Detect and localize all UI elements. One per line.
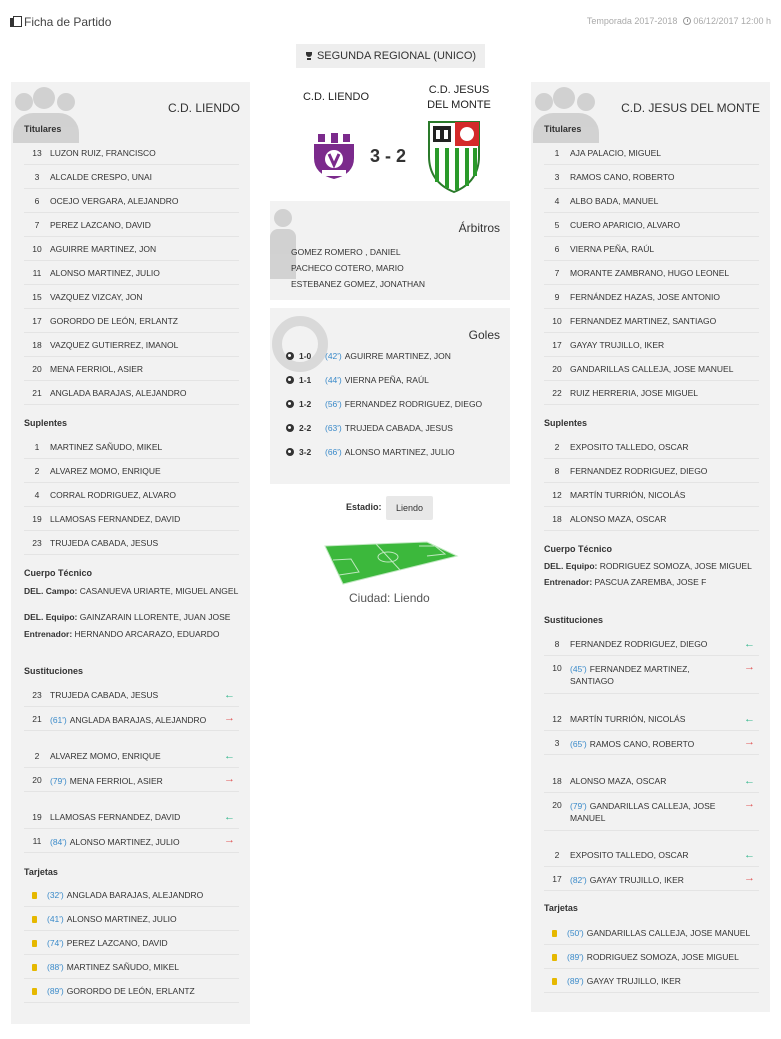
away-starters-heading: Titulares: [544, 124, 582, 134]
substitution-in-row: [544, 633, 759, 656]
player-name: FERNANDEZ RODRIGUEZ, DIEGO: [570, 466, 708, 476]
player-number: 20: [552, 364, 562, 374]
player-name: EXPOSITO TALLEDO, OSCAR: [570, 442, 689, 452]
home-team-name: C.D. LIENDO: [167, 101, 240, 115]
player-row: [24, 142, 239, 165]
player-name: ALONSO MARTINEZ, JULIO: [344, 447, 455, 457]
substitution-out-row: [544, 657, 759, 694]
minute-label: (89'): [47, 986, 64, 996]
player-number: 6: [554, 244, 560, 254]
player-number: 4: [554, 196, 560, 206]
home-starters-heading: Titulares: [24, 124, 62, 134]
competition-name: SEGUNDA REGIONAL (UNICO): [316, 50, 477, 62]
player-number: 4: [34, 490, 40, 500]
player-row: [544, 262, 759, 285]
player-name: LLAMOSAS FERNANDEZ, DAVID: [50, 514, 181, 524]
home-team-title: C.D. LIENDO: [302, 91, 369, 103]
minute-label: (74'): [47, 938, 64, 948]
yellow-card-icon: [552, 978, 557, 985]
card-row: [544, 970, 759, 993]
goal-score: 1-2: [299, 399, 312, 409]
entrenador-value: PASCUA ZAREMBA, JOSE F: [594, 577, 707, 587]
player-number: 13: [32, 148, 42, 158]
player-name: ALONSO MAZA, OSCAR: [570, 776, 667, 786]
goal-score: 1-1: [299, 375, 312, 385]
goal-row: [286, 349, 451, 363]
arrow-right-icon: →: [744, 661, 755, 673]
player-row: [24, 286, 239, 309]
player-row: [24, 436, 239, 459]
trophy-icon: [305, 52, 313, 61]
arrow-right-icon: →: [224, 834, 235, 846]
arrow-right-icon: →: [224, 712, 235, 724]
del-campo-label: DEL. Campo:: [24, 586, 78, 596]
document-icon: [10, 16, 20, 28]
away-crest-logo: [425, 116, 483, 194]
ball-icon: [286, 376, 294, 384]
player-row: [24, 166, 239, 189]
card-row: [24, 932, 239, 955]
player-name: ALVAREZ MOMO, ENRIQUE: [50, 751, 161, 761]
player-row: [24, 508, 239, 531]
player-name: ALVAREZ MOMO, ENRIQUE: [50, 466, 161, 476]
player-number: 11: [32, 836, 42, 846]
player-number: 17: [552, 340, 562, 350]
player-name: GAYAY TRUJILLO, IKER: [586, 976, 681, 986]
player-number: 19: [32, 514, 42, 524]
player-name: ALONSO MARTINEZ, JULIO: [66, 914, 177, 924]
home-team-panel: [11, 82, 250, 1024]
player-name: TRUJEDA CABADA, JESUS: [50, 690, 159, 700]
player-name: ALBO BADA, MANUEL: [570, 196, 659, 206]
player-row: [24, 214, 239, 237]
player-name: AJA PALACIO, MIGUEL: [570, 148, 662, 158]
player-number: 12: [552, 490, 562, 500]
player-name: ALCALDE CRESPO, UNAI: [50, 172, 153, 182]
goal-row: [286, 373, 429, 387]
minute-label: (84'): [50, 837, 67, 847]
substitution-in-row: [24, 684, 239, 707]
minute-label: (44'): [325, 375, 342, 385]
home-substitutions-heading: Sustituciones: [24, 666, 84, 676]
player-name: VIERNA PEÑA, RAÚL: [570, 244, 655, 254]
player-row: [24, 334, 239, 357]
player-name: CUERO APARICIO, ALVARO: [570, 220, 681, 230]
player-row: [544, 334, 759, 357]
substitution-out-row: [24, 708, 239, 731]
player-name: FERNANDEZ MARTINEZ, SANTIAGO: [570, 316, 717, 326]
arrow-left-icon: ←: [744, 849, 755, 861]
ball-icon: [286, 424, 294, 432]
card-row: [24, 980, 239, 1003]
arrow-right-icon: →: [744, 736, 755, 748]
away-staff-heading: Cuerpo Técnico: [544, 544, 613, 554]
player-number: 8: [554, 639, 560, 649]
player-name: ANGLADA BARAJAS, ALEJANDRO: [50, 388, 187, 398]
entrenador-value: HERNANDO ARCARAZO, EDUARDO: [74, 629, 220, 639]
arrow-right-icon: →: [744, 872, 755, 884]
player-name: (79') GANDARILLAS CALLEJA, JOSE MANUEL: [570, 801, 716, 823]
stadium-label: Estadio:: [346, 502, 382, 512]
player-number: 2: [554, 442, 560, 452]
player-number: 7: [554, 268, 560, 278]
card-row: [544, 946, 759, 969]
player-number: 22: [552, 388, 562, 398]
match-score: 3 - 2: [370, 146, 407, 166]
player-number: 8: [554, 466, 560, 476]
player-row: [544, 142, 759, 165]
arrow-left-icon: ←: [744, 713, 755, 725]
goal-row: [286, 397, 482, 411]
player-number: 18: [552, 514, 562, 524]
arrow-left-icon: ←: [224, 811, 235, 823]
player-name: GAYAY TRUJILLO, IKER: [570, 340, 665, 350]
away-cards-heading: Tarjetas: [544, 903, 578, 913]
player-number: 5: [554, 220, 560, 230]
referee-name: ESTEBANEZ GOMEZ, JONATHAN: [291, 279, 425, 289]
player-name: MARTINEZ SAÑUDO, MIKEL: [66, 962, 179, 972]
card-row: [24, 956, 239, 979]
minute-label: (66'): [325, 447, 342, 457]
player-name: FERNÁNDEZ HAZAS, JOSE ANTONIO: [570, 292, 721, 302]
player-number: 20: [552, 800, 562, 810]
yellow-card-icon: [552, 954, 557, 961]
player-number: 18: [32, 340, 42, 350]
minute-label: (89'): [567, 976, 584, 986]
player-number: 3: [554, 738, 560, 748]
player-number: 10: [32, 244, 42, 254]
match-meta: [587, 16, 771, 26]
home-del-campo: [24, 586, 239, 596]
player-name: VAZQUEZ GUTIERREZ, IMANOL: [50, 340, 179, 350]
player-name: LUZON RUIZ, FRANCISCO: [50, 148, 156, 158]
player-row: [544, 166, 759, 189]
player-number: 18: [552, 776, 562, 786]
goal-score: 2-2: [299, 423, 312, 433]
arrow-left-icon: ←: [224, 750, 235, 762]
ball-icon: [286, 352, 294, 360]
minute-label: (65'): [570, 739, 587, 749]
away-team-title: C.D. JESUS DEL MONTE: [427, 84, 491, 111]
ball-icon: [286, 400, 294, 408]
player-row: [544, 190, 759, 213]
player-name: AGUIRRE MARTINEZ, JON: [344, 351, 451, 361]
player-name: TRUJEDA CABADA, JESUS: [344, 423, 453, 433]
player-number: 6: [34, 196, 40, 206]
substitution-out-row: [544, 868, 759, 891]
player-name: EXPOSITO TALLEDO, OSCAR: [570, 850, 689, 860]
player-number: 1: [554, 148, 560, 158]
player-row: [544, 238, 759, 261]
yellow-card-icon: [32, 916, 37, 923]
player-name: PEREZ LAZCANO, DAVID: [66, 938, 168, 948]
player-name: ALONSO MARTINEZ, JULIO: [50, 268, 160, 278]
player-name: (65') RAMOS CANO, ROBERTO: [570, 739, 695, 749]
substitution-out-row: [24, 830, 239, 853]
referees-list: [291, 244, 425, 292]
del-equipo-value: GAINZARAIN LLORENTE, JUAN JOSE: [79, 612, 231, 622]
player-row: [544, 484, 759, 507]
player-number: 1: [34, 442, 40, 452]
player-number: 17: [552, 874, 562, 884]
del-equipo-label: DEL. Equipo:: [24, 612, 78, 622]
page-title: Ficha de Partido: [24, 15, 112, 29]
away-subs-heading: Suplentes: [544, 418, 588, 428]
home-del-equipo: [24, 612, 230, 622]
city-label: Ciudad: Liendo: [349, 591, 430, 605]
player-name: LLAMOSAS FERNANDEZ, DAVID: [50, 812, 181, 822]
player-row: [544, 460, 759, 483]
player-name: MARTÍN TURRIÓN, NICOLÁS: [570, 714, 686, 724]
player-row: [24, 310, 239, 333]
player-number: 7: [34, 220, 40, 230]
stadium-name: Liendo: [386, 496, 433, 520]
substitution-in-row: [544, 844, 759, 867]
player-number: 3: [554, 172, 560, 182]
substitution-in-row: [24, 806, 239, 829]
home-entrenador: [24, 629, 220, 639]
player-name: FERNANDEZ RODRIGUEZ, DIEGO: [344, 399, 483, 409]
player-name: CORRAL RODRIGUEZ, ALVARO: [50, 490, 176, 500]
minute-label: (42'): [325, 351, 342, 361]
goal-row: [286, 445, 455, 459]
yellow-card-icon: [552, 930, 557, 937]
del-equipo-value: RODRIGUEZ SOMOZA, JOSE MIGUEL: [599, 561, 752, 571]
away-del-equipo: [544, 561, 752, 571]
player-row: [24, 262, 239, 285]
player-name: RODRIGUEZ SOMOZA, JOSE MIGUEL: [586, 952, 739, 962]
player-row: [24, 238, 239, 261]
home-staff-heading: Cuerpo Técnico: [24, 568, 93, 578]
player-number: 10: [552, 663, 562, 673]
minute-label: (79'): [50, 776, 67, 786]
player-row: [24, 358, 239, 381]
entrenador-label: Entrenador:: [544, 577, 593, 587]
minute-label: (32'): [47, 890, 64, 900]
season-label: Temporada 2017-2018: [586, 16, 678, 26]
ball-icon: [286, 448, 294, 456]
arrow-right-icon: →: [224, 773, 235, 785]
datetime-text: 06/12/2017 12:00 h: [693, 16, 771, 26]
player-number: 11: [32, 268, 42, 278]
del-equipo-label: DEL. Equipo:: [544, 561, 598, 571]
player-name: MARTINEZ SAÑUDO, MIKEL: [50, 442, 163, 452]
minute-label: (45'): [570, 664, 587, 674]
card-row: [544, 922, 759, 945]
arrow-left-icon: ←: [224, 689, 235, 701]
substitution-out-row: [544, 732, 759, 755]
player-row: [24, 532, 239, 555]
player-name: (45') FERNANDEZ MARTINEZ, SANTIAGO: [570, 664, 690, 686]
card-row: [24, 908, 239, 931]
yellow-card-icon: [32, 964, 37, 971]
yellow-card-icon: [32, 940, 37, 947]
minute-label: (82'): [570, 875, 587, 885]
player-name: AGUIRRE MARTINEZ, JON: [50, 244, 157, 254]
player-row: [24, 460, 239, 483]
player-name: MORANTE ZAMBRANO, HUGO LEONEL: [570, 268, 730, 278]
competition-badge: [296, 44, 485, 68]
player-number: 23: [32, 538, 42, 548]
referees-box: [270, 201, 510, 300]
player-number: 2: [554, 850, 560, 860]
away-team-name: C.D. JESUS DEL MONTE: [621, 101, 760, 115]
player-name: (61') ANGLADA BARAJAS, ALEJANDRO: [50, 715, 207, 725]
player-name: RAMOS CANO, ROBERTO: [570, 172, 675, 182]
player-name: GORORDO DE LEÓN, ERLANTZ: [50, 316, 178, 326]
player-number: 21: [32, 714, 42, 724]
player-row: [544, 214, 759, 237]
player-row: [544, 436, 759, 459]
goals-title: Goles: [468, 328, 500, 342]
player-number: 20: [32, 775, 42, 785]
player-name: TRUJEDA CABADA, JESUS: [50, 538, 159, 548]
yellow-card-icon: [32, 988, 37, 995]
card-row: [24, 884, 239, 907]
player-name: (82') GAYAY TRUJILLO, IKER: [570, 875, 684, 885]
match-datetime: [683, 16, 771, 26]
player-name: (84') ALONSO MARTINEZ, JULIO: [50, 837, 180, 847]
player-row: [24, 382, 239, 405]
referee-name: PACHECO COTERO, MARIO: [291, 263, 404, 273]
player-number: 21: [32, 388, 42, 398]
del-campo-value: CASANUEVA URIARTE, MIGUEL ANGEL: [79, 586, 239, 596]
arrow-left-icon: ←: [744, 638, 755, 650]
page-header: [10, 15, 111, 29]
player-number: 19: [32, 812, 42, 822]
substitution-out-row: [544, 794, 759, 831]
goal-row: [286, 421, 453, 435]
player-name: FERNANDEZ RODRIGUEZ, DIEGO: [570, 639, 708, 649]
player-number: 15: [32, 292, 42, 302]
player-row: [544, 508, 759, 531]
goals-box: [270, 308, 510, 484]
referees-title: Árbitros: [458, 221, 500, 235]
away-entrenador: [544, 577, 706, 587]
goal-score: 3-2: [299, 447, 312, 457]
player-number: 10: [552, 316, 562, 326]
substitution-in-row: [544, 708, 759, 731]
player-name: VIERNA PEÑA, RAÚL: [344, 375, 429, 385]
minute-label: (50'): [567, 928, 584, 938]
player-number: 3: [34, 172, 40, 182]
minute-label: (89'): [567, 952, 584, 962]
goal-score: 1-0: [299, 351, 312, 361]
player-number: 23: [32, 690, 42, 700]
substitution-in-row: [24, 745, 239, 768]
player-row: [24, 190, 239, 213]
player-number: 2: [34, 466, 40, 476]
player-number: 9: [554, 292, 560, 302]
referee-name: GOMEZ ROMERO , DANIEL: [291, 247, 401, 257]
entrenador-label: Entrenador:: [24, 629, 73, 639]
player-number: 12: [552, 714, 562, 724]
player-row: [544, 310, 759, 333]
home-cards-heading: Tarjetas: [24, 867, 58, 877]
home-subs-heading: Suplentes: [24, 418, 68, 428]
player-name: GANDARILLAS CALLEJA, JOSE MANUEL: [570, 364, 734, 374]
minute-label: (79'): [570, 801, 587, 811]
substitution-in-row: [544, 770, 759, 793]
player-name: VAZQUEZ VIZCAY, JON: [50, 292, 143, 302]
minute-label: (56'): [325, 399, 342, 409]
player-name: MENA FERRIOL, ASIER: [50, 364, 144, 374]
home-crest-logo: [312, 128, 356, 180]
minute-label: (63'): [325, 423, 342, 433]
minute-label: (61'): [50, 715, 67, 725]
player-name: (79') MENA FERRIOL, ASIER: [50, 776, 163, 786]
player-name: GORORDO DE LEÓN, ERLANTZ: [66, 986, 195, 996]
player-row: [24, 484, 239, 507]
player-name: OCEJO VERGARA, ALEJANDRO: [50, 196, 179, 206]
player-name: PEREZ LAZCANO, DAVID: [50, 220, 151, 230]
player-number: 2: [34, 751, 40, 761]
player-name: MARTÍN TURRIÓN, NICOLÁS: [570, 490, 686, 500]
minute-label: (41'): [47, 914, 64, 924]
pitch-illustration: [323, 540, 459, 586]
arrow-left-icon: ←: [744, 775, 755, 787]
player-number: 17: [32, 316, 42, 326]
ball-watermark-icon: [272, 316, 328, 372]
player-row: [544, 382, 759, 405]
arrow-right-icon: →: [744, 798, 755, 810]
player-row: [544, 358, 759, 381]
player-name: ALONSO MAZA, OSCAR: [570, 514, 667, 524]
substitution-out-row: [24, 769, 239, 792]
player-name: ANGLADA BARAJAS, ALEJANDRO: [66, 890, 204, 900]
player-row: [544, 286, 759, 309]
yellow-card-icon: [32, 892, 37, 899]
minute-label: (88'): [47, 962, 64, 972]
away-team-panel: [531, 82, 770, 1012]
away-substitutions-heading: Sustituciones: [544, 615, 604, 625]
player-number: 20: [32, 364, 42, 374]
clock-icon: [683, 17, 691, 25]
player-name: GANDARILLAS CALLEJA, JOSE MANUEL: [586, 928, 751, 938]
player-name: RUIZ HERRERIA, JOSE MIGUEL: [570, 388, 698, 398]
